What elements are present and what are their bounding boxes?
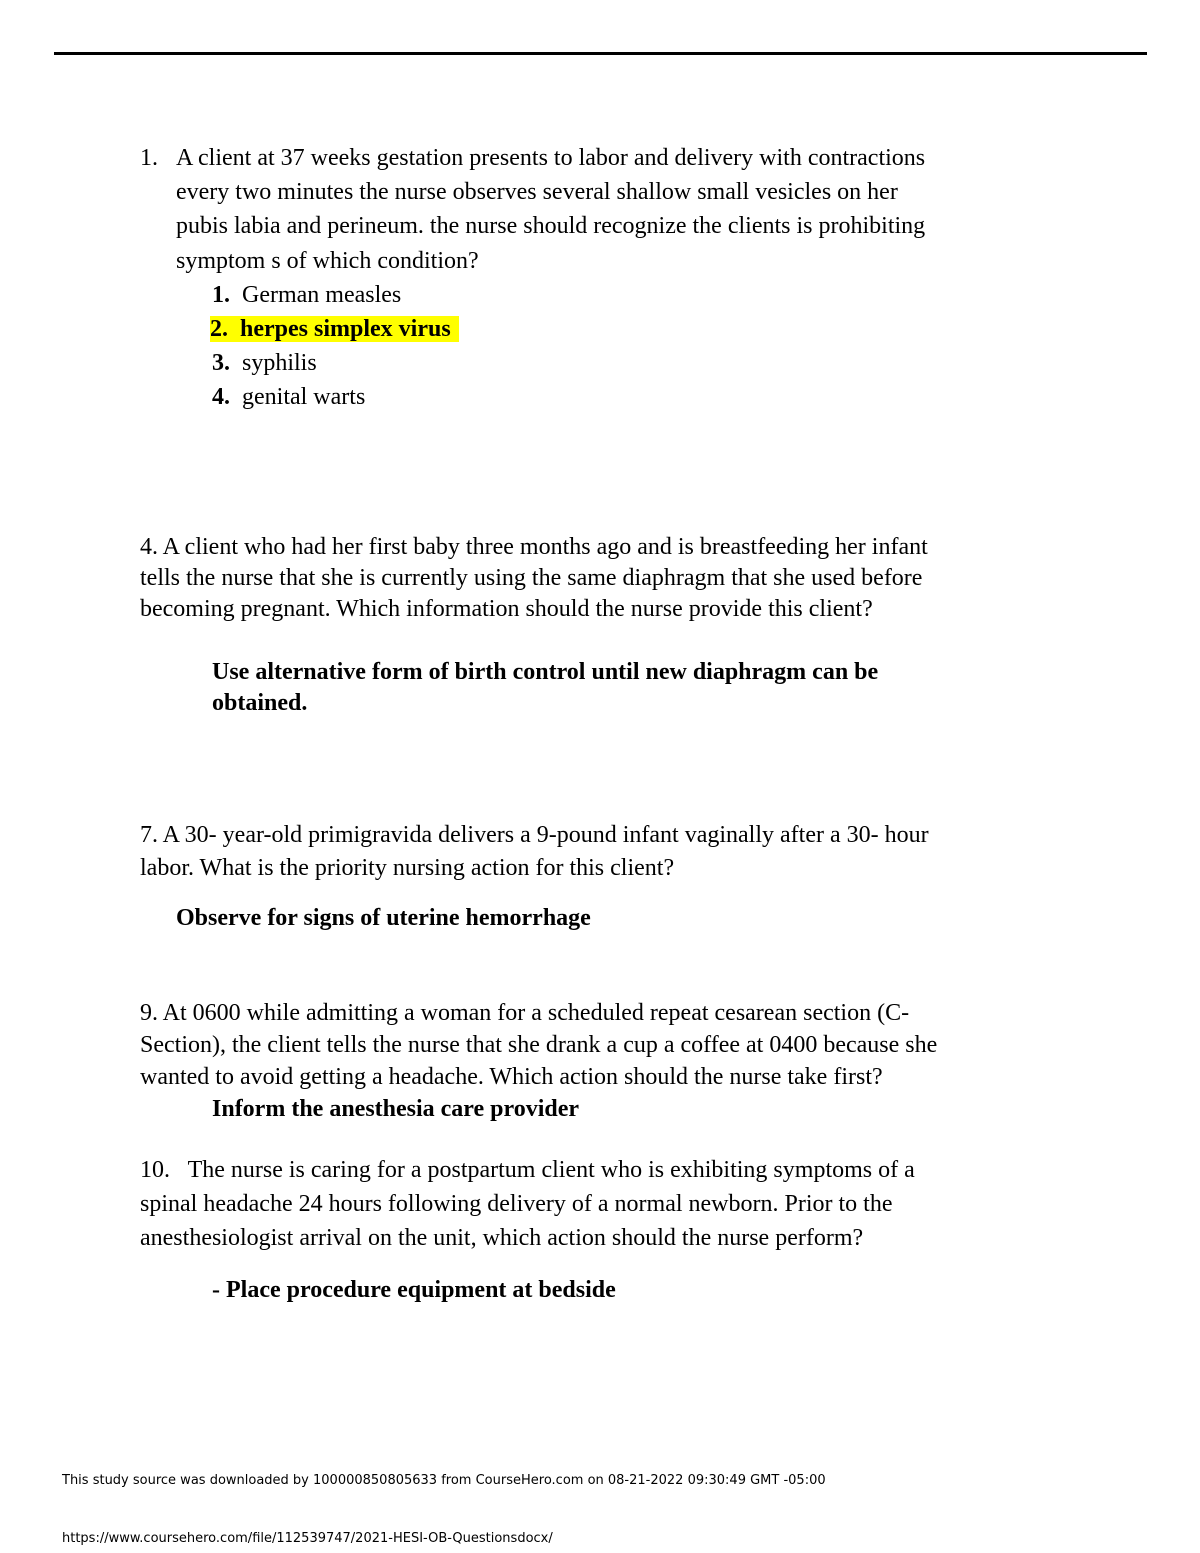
q4-answer-line-2: obtained.: [212, 690, 308, 716]
q10-answer: - Place procedure equipment at bedside: [212, 1277, 616, 1303]
q1-option-1-num: 1.: [212, 282, 230, 308]
q1-line-4: symptom s of which condition?: [176, 248, 479, 274]
footer-url-link[interactable]: https://www.coursehero.com/file/112539747/2021-HESI-OB-Questionsdocx/: [62, 1531, 553, 1546]
q10-line-1: 10. The nurse is caring for a postpartum client who is exhibiting symptoms of a: [140, 1157, 915, 1183]
q4-line-1: 4. A client who had her first baby three months ago and is breastfeeding her infant: [140, 534, 928, 560]
header-rule: [54, 52, 1147, 55]
q1-line-1: A client at 37 weeks gestation presents to labor and delivery with contractions: [176, 145, 926, 171]
q4-line-3: becoming pregnant. Which information should the nurse provide this client?: [140, 596, 873, 622]
q10-line-2: spinal headache 24 hours following delivery of a normal newborn. Prior to the: [140, 1191, 893, 1217]
q1-option-1-text: German measles: [242, 282, 402, 308]
answer-highlight: [210, 316, 459, 342]
footer-source-notice: This study source was downloaded by 100000850805633 from CourseHero.com on 08-21-2022 09:30:49 GMT -05:00: [62, 1473, 826, 1488]
q1-option-4-text: genital warts: [242, 384, 366, 410]
q4-line-2: tells the nurse that she is currently using the same diaphragm that she used before: [140, 565, 923, 591]
q9-line-1: 9. At 0600 while admitting a woman for a scheduled repeat cesarean section (C-: [140, 1000, 910, 1026]
q1-line-3: pubis labia and perineum. the nurse should recognize the clients is prohibiting: [176, 213, 926, 239]
q1-option-4-num: 4.: [212, 384, 230, 410]
q9-line-3: wanted to avoid getting a headache. Which action should the nurse take first?: [140, 1064, 883, 1090]
q1-option-4: [212, 382, 365, 412]
q1-option-3-text: syphilis: [242, 350, 317, 376]
q4-answer-line-1: Use alternative form of birth control until new diaphragm can be: [212, 659, 879, 685]
q9-line-2: Section), the client tells the nurse that she drank a cup a coffee at 0400 because she: [140, 1032, 938, 1058]
q7-line-2: labor. What is the priority nursing action for this client?: [140, 855, 675, 881]
q1-option-1: [212, 280, 401, 310]
q1-option-3-num: 3.: [212, 350, 230, 376]
q9-answer: Inform the anesthesia care provider: [212, 1096, 580, 1122]
q7-line-1: 7. A 30- year-old primigravida delivers a 9-pound infant vaginally after a 30- hour: [140, 822, 929, 848]
q1-option-2-text: herpes simplex virus: [240, 316, 451, 342]
q1-option-3: [212, 348, 317, 378]
q1-option-2-correct: [210, 314, 459, 344]
q1-option-2-num: 2.: [210, 316, 228, 342]
q1-number: 1.: [140, 145, 158, 171]
q7-answer: Observe for signs of uterine hemorrhage: [176, 905, 591, 931]
q10-line-3: anesthesiologist arrival on the unit, which action should the nurse perform?: [140, 1225, 864, 1251]
q1-line-2: every two minutes the nurse observes several shallow small vesicles on her: [176, 179, 898, 205]
